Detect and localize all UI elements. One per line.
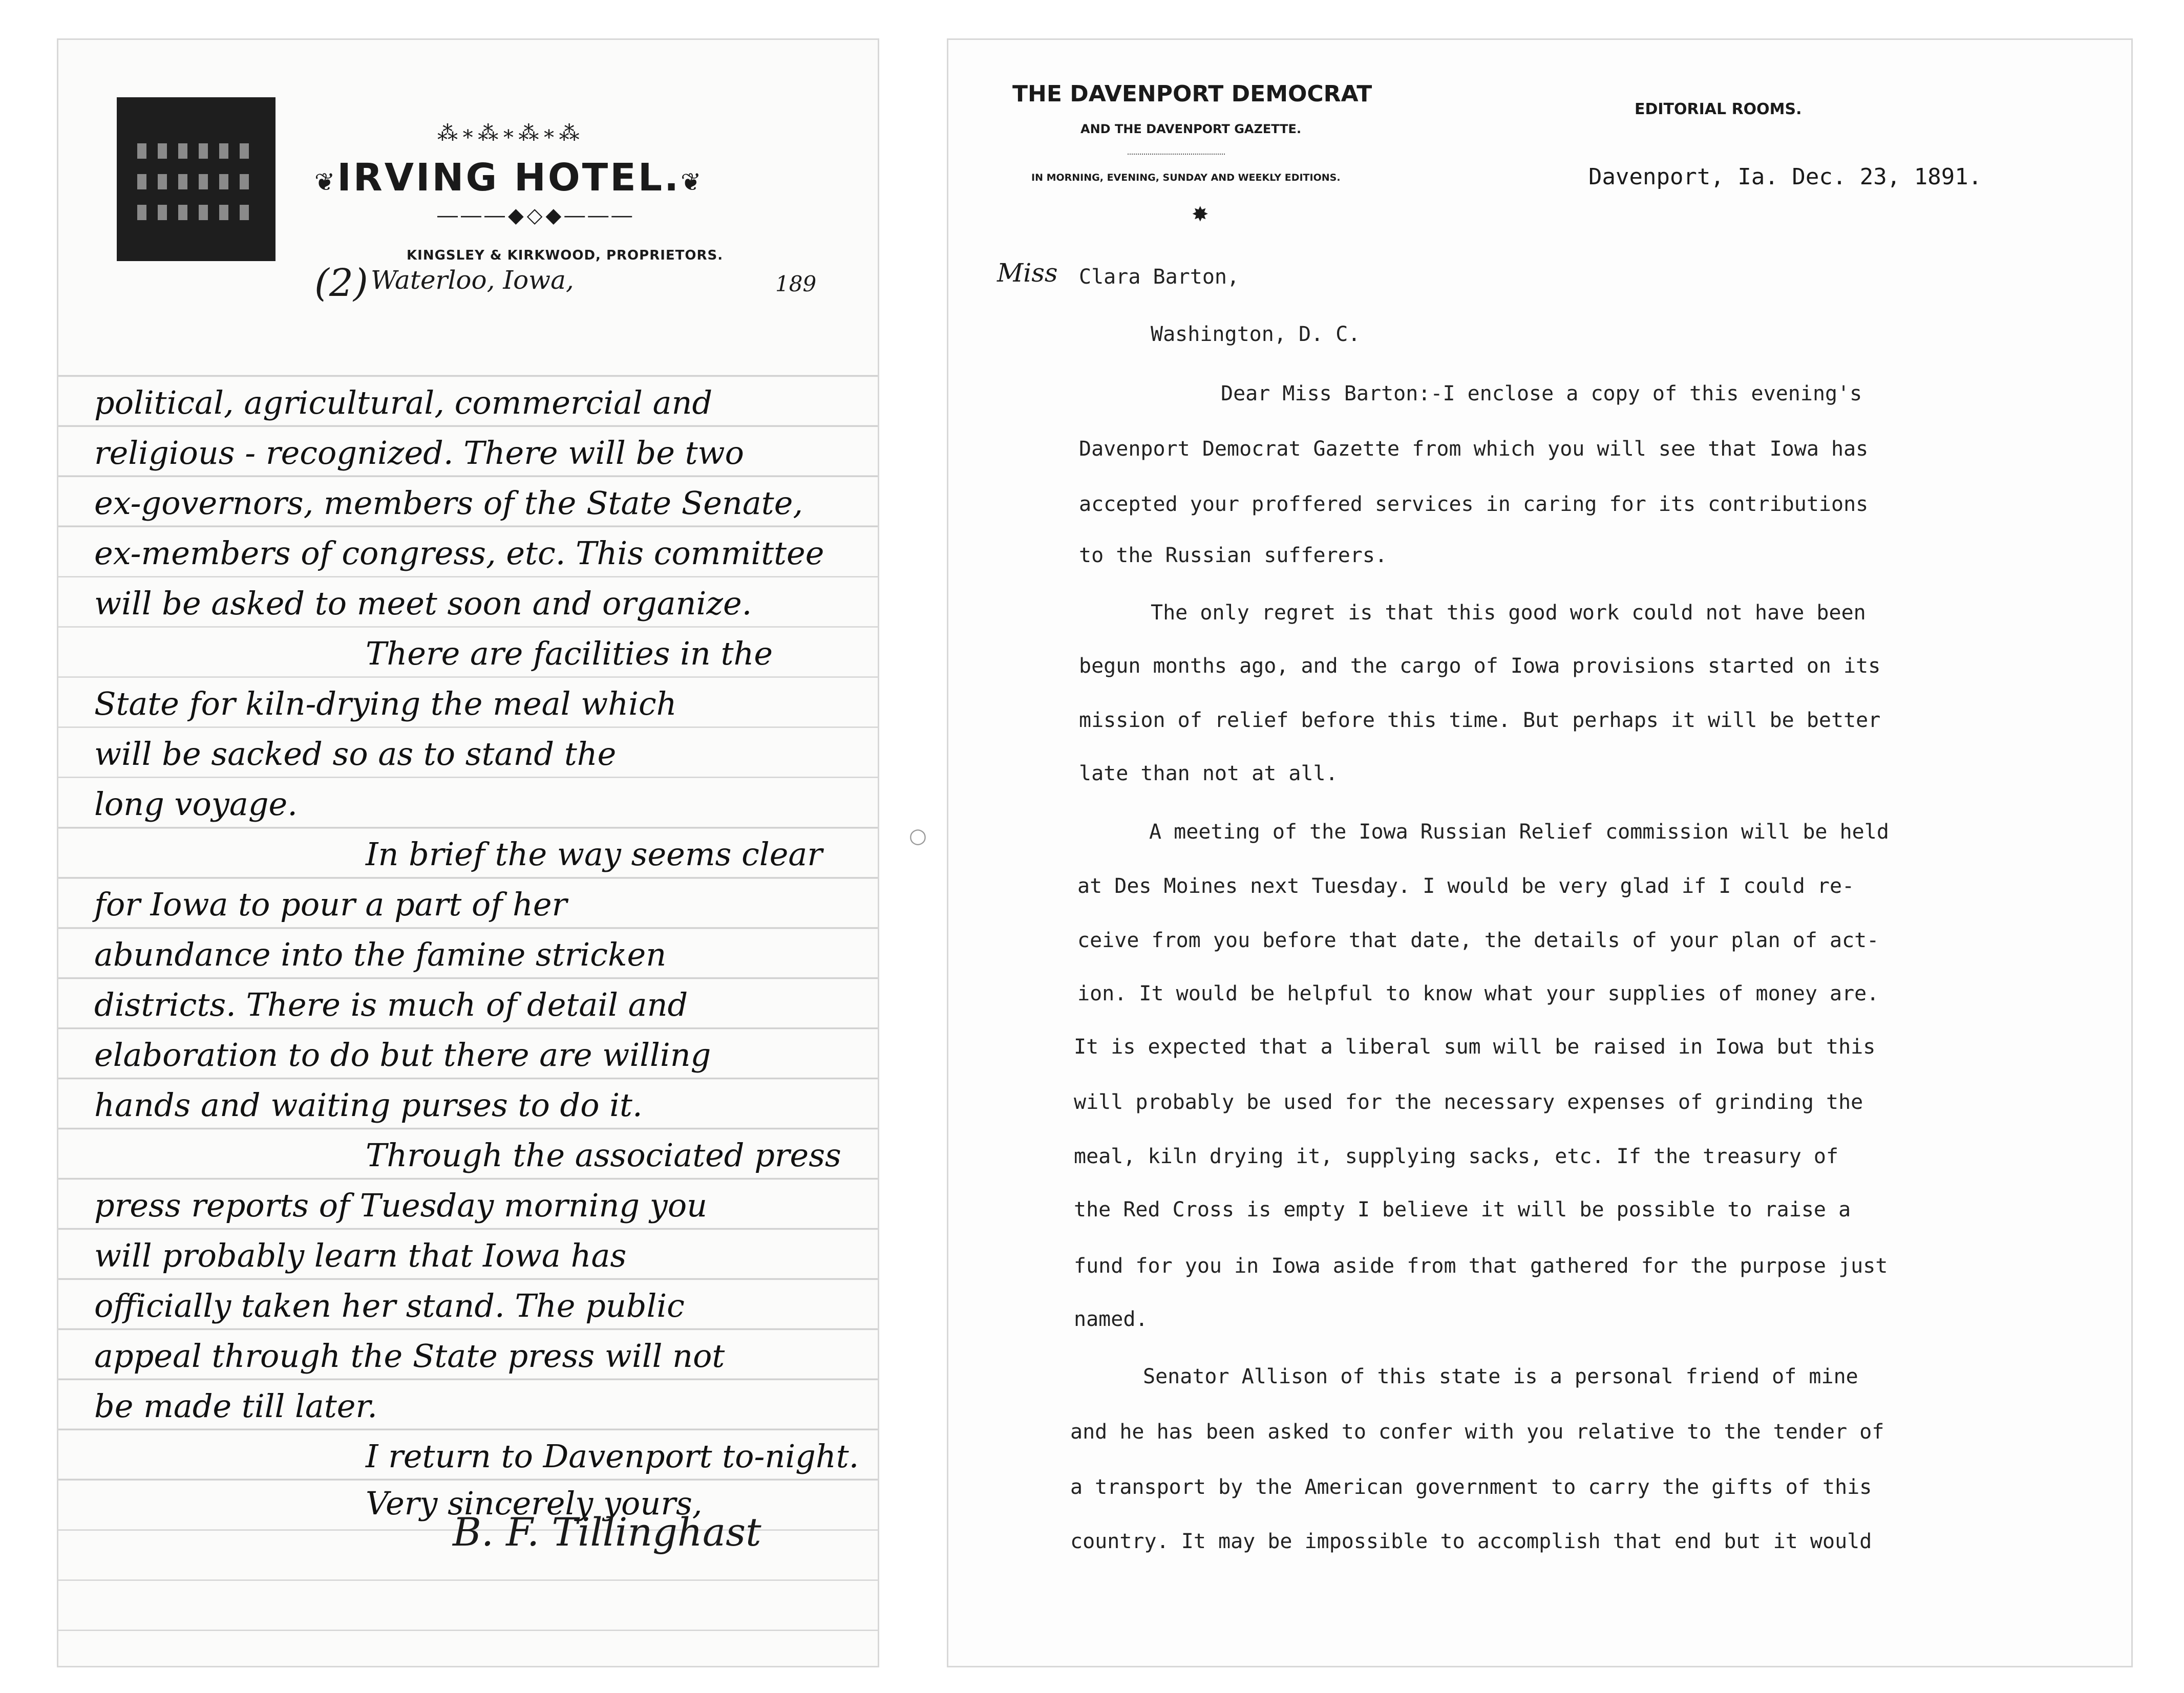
letterhead-rule — [1128, 154, 1225, 155]
dateline: Davenport, Ia. Dec. 23, 1891. — [1588, 164, 1982, 190]
handwritten-line: Through the associated press — [366, 1137, 841, 1174]
handwritten-line: ex-governors, members of the State Senate, — [94, 484, 803, 522]
typed-line: The only regret is that this good work could not have been — [1151, 601, 1866, 625]
handwritten-line: will be sacked so as to stand the — [94, 735, 617, 773]
typed-line: meal, kiln drying it, supplying sacks, etc. If the treasury of — [1074, 1145, 1839, 1168]
ornament-top: ⁂∗⁂∗⁂∗⁂ — [437, 122, 583, 145]
handwritten-line: political, agricultural, commercial and — [94, 384, 713, 421]
typed-line: begun months ago, and the cargo of Iowa provisions started on its — [1079, 654, 1881, 678]
handwritten-line: State for kiln-drying the meal which — [94, 685, 677, 722]
year-field: 189 — [775, 271, 817, 296]
typed-line: ceive from you before that date, the details of your plan of act- — [1077, 929, 1879, 952]
address-city: Washington, D. C. — [1151, 323, 1361, 346]
typed-line: the Red Cross is empty I believe it will be possible to raise a — [1074, 1198, 1851, 1221]
hotel-engraving — [117, 97, 275, 261]
typed-line: Dear Miss Barton:-I enclose a copy of this evening's — [1221, 382, 1862, 405]
handwritten-line: appeal through the State press will not — [94, 1337, 725, 1375]
typed-line: and he has been asked to confer with you relative to the tender of — [1070, 1420, 1884, 1444]
ornament-middle: ―――◆◇◆――― — [437, 204, 635, 227]
typed-line: fund for you in Iowa aside from that gathered for the purpose just — [1074, 1254, 1888, 1278]
typed-line: Senator Allison of this state is a personal friend of mine — [1143, 1365, 1858, 1388]
handwritten-miss: Miss — [997, 258, 1058, 288]
newspaper-name: THE DAVENPORT DEMOCRAT — [1012, 81, 1372, 107]
closing-line: Very sincerely yours, — [366, 1485, 703, 1522]
typed-line: a transport by the American government to carry the gifts of this — [1070, 1475, 1872, 1499]
circle-mark: ○ — [909, 824, 927, 848]
handwritten-line: will probably learn that Iowa has — [94, 1237, 627, 1274]
handwritten-line: be made till later. — [94, 1387, 377, 1425]
hotel-title: ❦IRVING HOTEL.❦ — [314, 156, 704, 200]
typed-line: accepted your proffered services in caring for its contributions — [1079, 492, 1869, 516]
gazette-line: AND THE DAVENPORT GAZETTE. — [1080, 122, 1302, 136]
handwritten-letter-page — [58, 40, 878, 1666]
typed-letter-page — [948, 40, 2131, 1666]
typed-line: at Des Moines next Tuesday. I would be very glad if I could re- — [1077, 874, 1855, 898]
handwritten-line: districts. There is much of detail and — [94, 986, 688, 1023]
handwritten-line: for Iowa to pour a part of her — [94, 886, 567, 923]
typed-line: late than not at all. — [1079, 762, 1338, 785]
editorial-rooms: EDITORIAL ROOMS. — [1635, 100, 1802, 118]
star-ornament: ✸ — [1192, 203, 1209, 226]
handwritten-line: officially taken her stand. The public — [94, 1287, 685, 1324]
addressee: Clara Barton, — [1079, 265, 1240, 289]
handwritten-line: press reports of Tuesday morning you — [94, 1187, 708, 1224]
handwritten-line: There are facilities in the — [366, 635, 773, 672]
handwritten-line: elaboration to do but there are willing — [94, 1036, 711, 1074]
handwritten-line: I return to Davenport to-night. — [366, 1438, 859, 1475]
signature: B. F. Tillinghast — [453, 1509, 761, 1555]
typed-line: A meeting of the Iowa Russian Relief commission will be held — [1149, 820, 1889, 844]
handwritten-line: In brief the way seems clear — [366, 835, 823, 873]
handwritten-line: long voyage. — [94, 785, 298, 823]
typed-line: named. — [1074, 1308, 1148, 1331]
typed-line: Davenport Democrat Gazette from which you will see that Iowa has — [1079, 437, 1869, 461]
typed-line: will probably be used for the necessary expenses of grinding the — [1074, 1090, 1863, 1114]
typed-line: to the Russian sufferers. — [1079, 544, 1388, 567]
editions-line: IN MORNING, EVENING, SUNDAY AND WEEKLY EDITIONS. — [1031, 172, 1341, 183]
handwritten-line: religious - recognized. There will be two — [94, 434, 744, 472]
hotel-name: IRVING HOTEL. — [337, 156, 681, 200]
page-number: (2) — [314, 261, 368, 305]
handwritten-line: ex-members of congress, etc. This committee — [94, 534, 824, 572]
typed-line: It is expected that a liberal sum will be raised in Iowa but this — [1074, 1035, 1876, 1059]
typed-line: ion. It would be helpful to know what your supplies of money are. — [1077, 982, 1879, 1005]
handwritten-line: will be asked to meet soon and organize. — [94, 585, 752, 622]
typed-line: mission of relief before this time. But perhaps it will be better — [1079, 709, 1881, 732]
place-line: Waterloo, Iowa, — [371, 265, 574, 295]
typed-line: country. It may be impossible to accomplish that end but it would — [1070, 1530, 1872, 1553]
proprietors-line: KINGSLEY & KIRKWOOD, PROPRIETORS. — [407, 248, 724, 263]
handwritten-line: abundance into the famine stricken — [94, 936, 667, 973]
handwritten-line: hands and waiting purses to do it. — [94, 1086, 643, 1124]
